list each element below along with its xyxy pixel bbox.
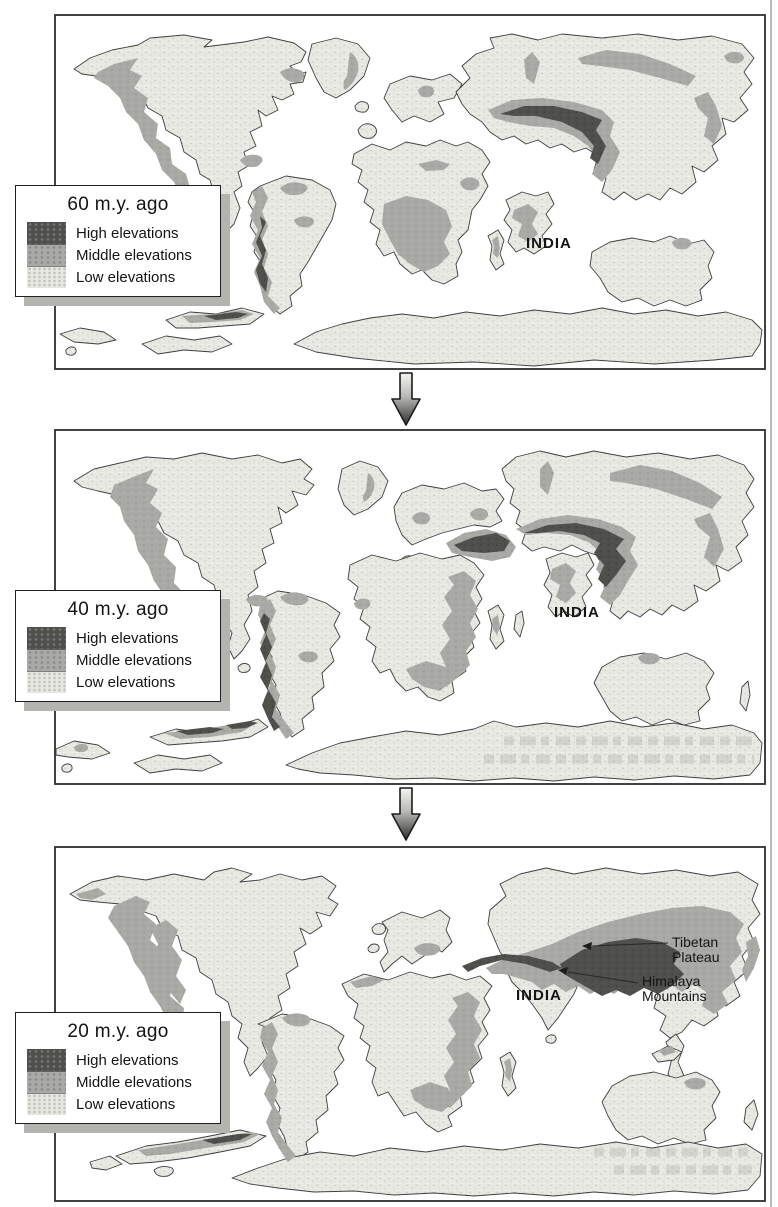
legend-label: Low elevations xyxy=(76,268,176,286)
legend-label: High elevations xyxy=(76,1051,179,1069)
legend-label: Low elevations xyxy=(76,1095,176,1113)
india-label: INDIA xyxy=(554,604,600,621)
legend-row-middle xyxy=(27,244,220,266)
greenland xyxy=(308,38,370,98)
legend-row-low xyxy=(27,266,220,288)
high-elevation-swatch xyxy=(27,222,66,244)
middle-elevation-swatch xyxy=(27,244,66,266)
southern-fragment xyxy=(90,1156,122,1170)
india-label: INDIA xyxy=(526,235,572,252)
legend-60mya xyxy=(15,185,221,297)
legend-title: 40 m.y. ago xyxy=(67,599,169,620)
island-sliver xyxy=(740,681,750,711)
europe-islet xyxy=(355,102,369,113)
high-elevation-swatch xyxy=(27,1049,66,1071)
legend-label: Low elevations xyxy=(76,673,176,691)
sri-lanka-islet xyxy=(546,1035,556,1043)
himalaya-mountains-label: Mountains xyxy=(642,988,707,1004)
middle-elevation-swatch xyxy=(27,1071,66,1093)
tibetan-plateau-label: Tibetan xyxy=(672,934,719,950)
legend-label: High elevations xyxy=(76,629,179,647)
new-zealand-fragment xyxy=(134,755,222,773)
island-sliver xyxy=(744,1100,758,1130)
down-arrow-icon xyxy=(385,786,427,842)
legend-20mya xyxy=(15,1012,221,1124)
legend-label: Middle elevations xyxy=(76,1073,192,1091)
antarctica xyxy=(286,721,762,781)
legend-row-low xyxy=(27,671,220,693)
europe-island xyxy=(384,74,462,122)
new-zealand-fragment xyxy=(142,336,232,354)
ocean-sliver xyxy=(514,611,524,637)
southern-islet xyxy=(62,764,72,772)
himalaya-mountains-label: Himalaya xyxy=(642,973,701,989)
legend-row-high xyxy=(27,1049,220,1071)
legend-title: 20 m.y. ago xyxy=(67,1021,169,1042)
legend-row-low xyxy=(27,1093,220,1115)
legend-row-middle xyxy=(27,649,220,671)
high-elevation-swatch xyxy=(27,627,66,649)
low-elevation-swatch xyxy=(27,1093,66,1115)
legend-row-middle xyxy=(27,1071,220,1093)
legend-label: High elevations xyxy=(76,224,179,242)
britain-islet xyxy=(372,924,386,935)
low-elevation-swatch xyxy=(27,266,66,288)
southern-islet xyxy=(154,1166,173,1176)
down-arrow-icon xyxy=(385,371,427,427)
legend-label: Middle elevations xyxy=(76,651,192,669)
legend-label: Middle elevations xyxy=(76,246,192,264)
europe xyxy=(380,910,452,972)
central-america-islet xyxy=(238,663,250,672)
antarctica xyxy=(294,308,762,366)
legend-40mya xyxy=(15,590,221,702)
legend-row-high xyxy=(27,627,220,649)
australia xyxy=(590,236,714,306)
legend-row-high xyxy=(27,222,220,244)
southern-fragment xyxy=(60,328,116,344)
tibetan-plateau-label: Plateau xyxy=(672,949,720,965)
middle-elevation-swatch xyxy=(27,649,66,671)
low-elevation-swatch xyxy=(27,671,66,693)
legend-title: 60 m.y. ago xyxy=(67,194,169,215)
india-label: INDIA xyxy=(516,987,562,1004)
greenland xyxy=(338,461,388,515)
europe-islet xyxy=(358,124,377,139)
southern-islet xyxy=(66,347,76,355)
europe-islet xyxy=(368,944,379,953)
page-edge-line xyxy=(770,0,772,1207)
